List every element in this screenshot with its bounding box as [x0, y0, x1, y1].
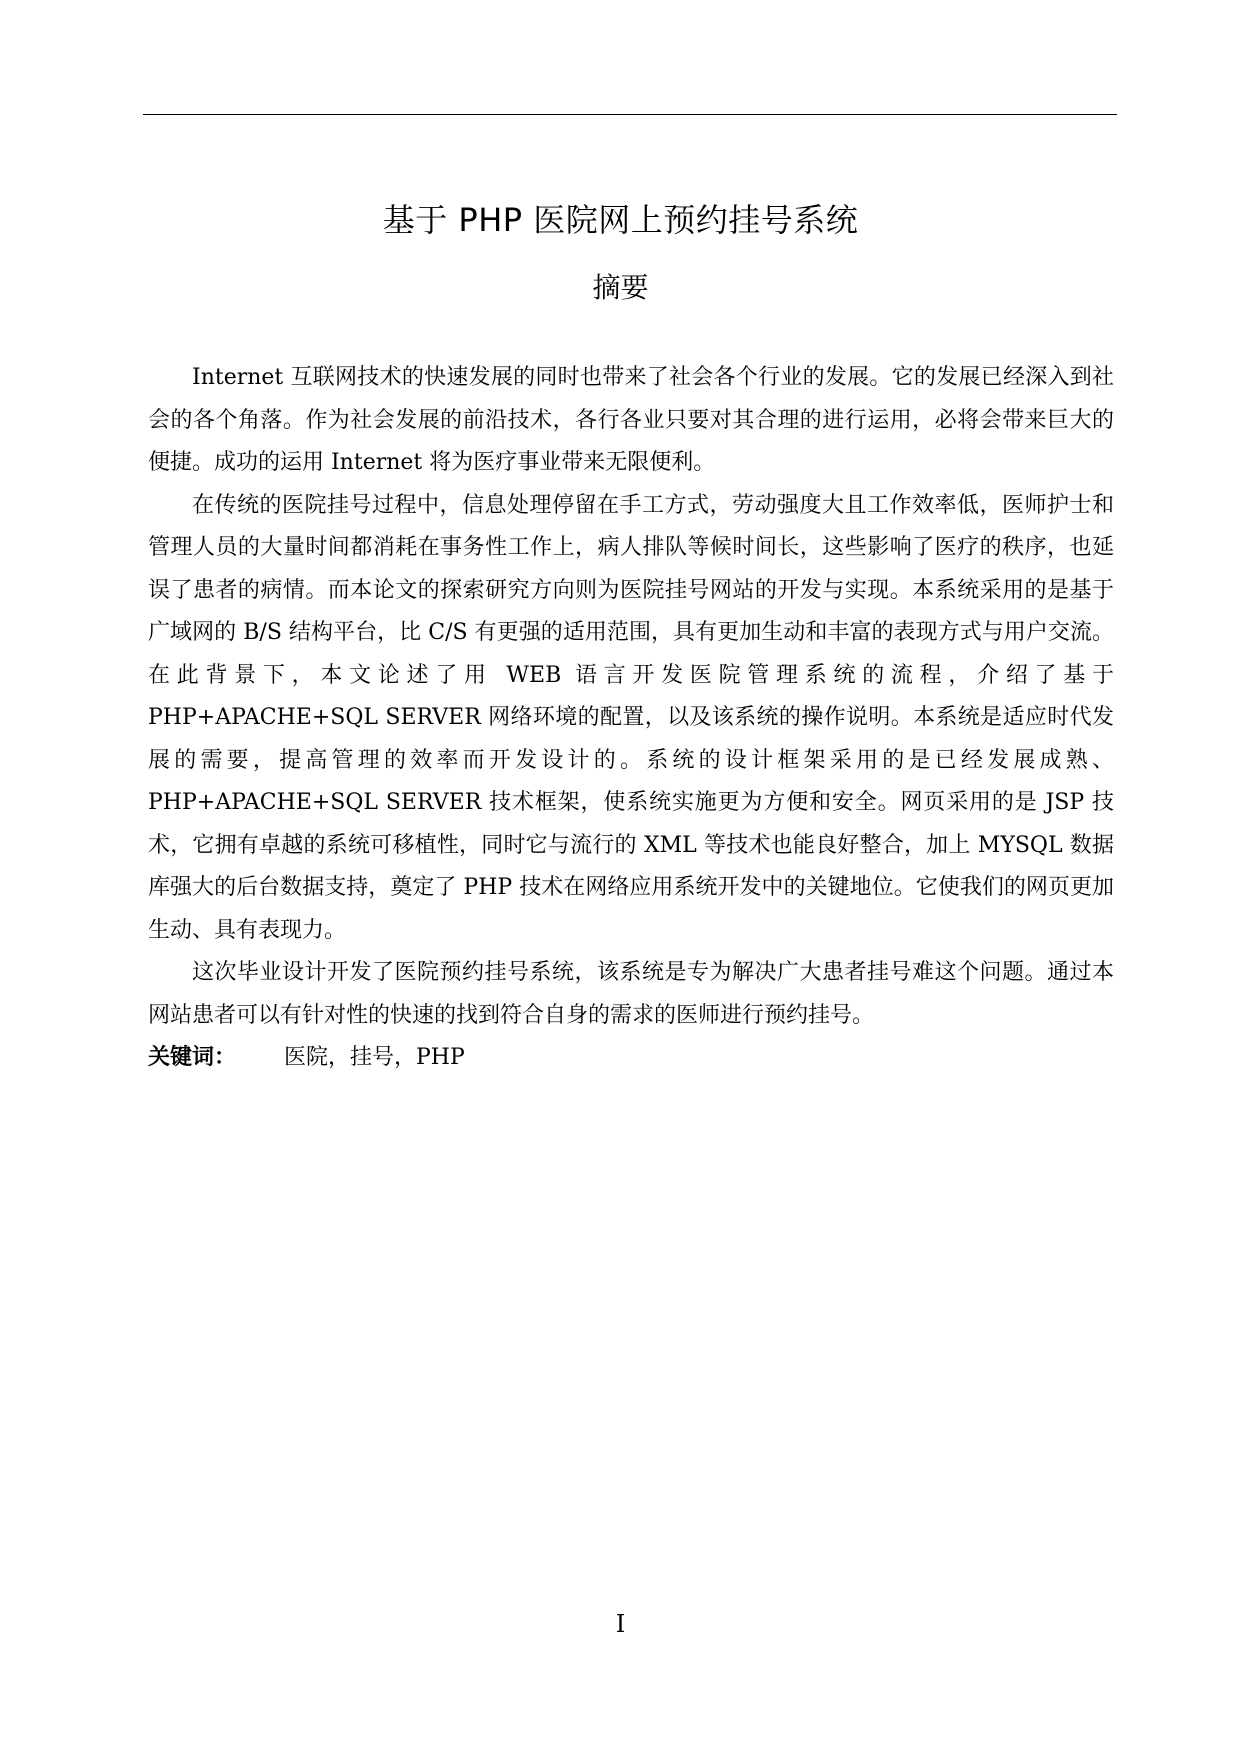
abstract-paragraph-2: 在传统的医院挂号过程中，信息处理停留在手工方式，劳动强度大且工作效率低，医师护士和管理人员的大量时间都消耗在事务性工作上，病人排队等候时间长，这些影响了医疗的秩序，也延误了患者的病情。而本论文的探索研究方向则为医院挂号网站的开发与实现。本系统采用的是基于广域网的 B/S 结构平台，比 C/S 有更强的适用范围，具有更加生动和丰富的表现方式与用户交流。在此背景下，本文论述了用 WEB 语言开发医院管理系统的流程，介绍了基于 PHP+APACHE+SQL SERVER 网络环境的配置，以及该系统的操作说明。本系统是适应时代发展的需要，提高管理的效率而开发设计的。系统的设计框架采用的是已经发展成熟、PHP+APACHE+SQL SERVER 技术框架，使系统实施更为方便和安全。网页采用的是 JSP 技术，它拥有卓越的系统可移植性，同时它与流行的 XML 等技术也能良好整合，加上 MYSQL 数据库强大的后台数据支持，奠定了 PHP 技术在网络应用系统开发中的关键地位。它使我们的网页更加生动、具有表现力。: [148, 492, 1114, 943]
paper-title: 基于 PHP 医院网上预约挂号系统: [382, 201, 859, 239]
page-number: I: [615, 1610, 626, 1638]
header-rule: [143, 114, 1117, 115]
keywords-line: [148, 1037, 1114, 1080]
keywords-label: 关键词：: [148, 1045, 237, 1070]
abstract-heading: 摘要: [592, 271, 649, 304]
abstract-paragraph-3: 这次毕业设计开发了医院预约挂号系统，该系统是专为解决广大患者挂号难这个问题。通过本网站患者可以有针对性的快速的找到符合自身的需求的医师进行预约挂号。: [148, 960, 1114, 1028]
abstract-body: [148, 357, 1114, 1080]
abstract-paragraph-1: Internet 互联网技术的快速发展的同时也带来了社会各个行业的发展。它的发展已经深入到社会的各个角落。作为社会发展的前沿技术，各行各业只要对其合理的进行运用，必将会带来巨大的便捷。成功的运用 Internet 将为医疗事业带来无限便利。: [148, 365, 1114, 475]
keywords-value: 医院，挂号，PHP: [284, 1045, 465, 1070]
